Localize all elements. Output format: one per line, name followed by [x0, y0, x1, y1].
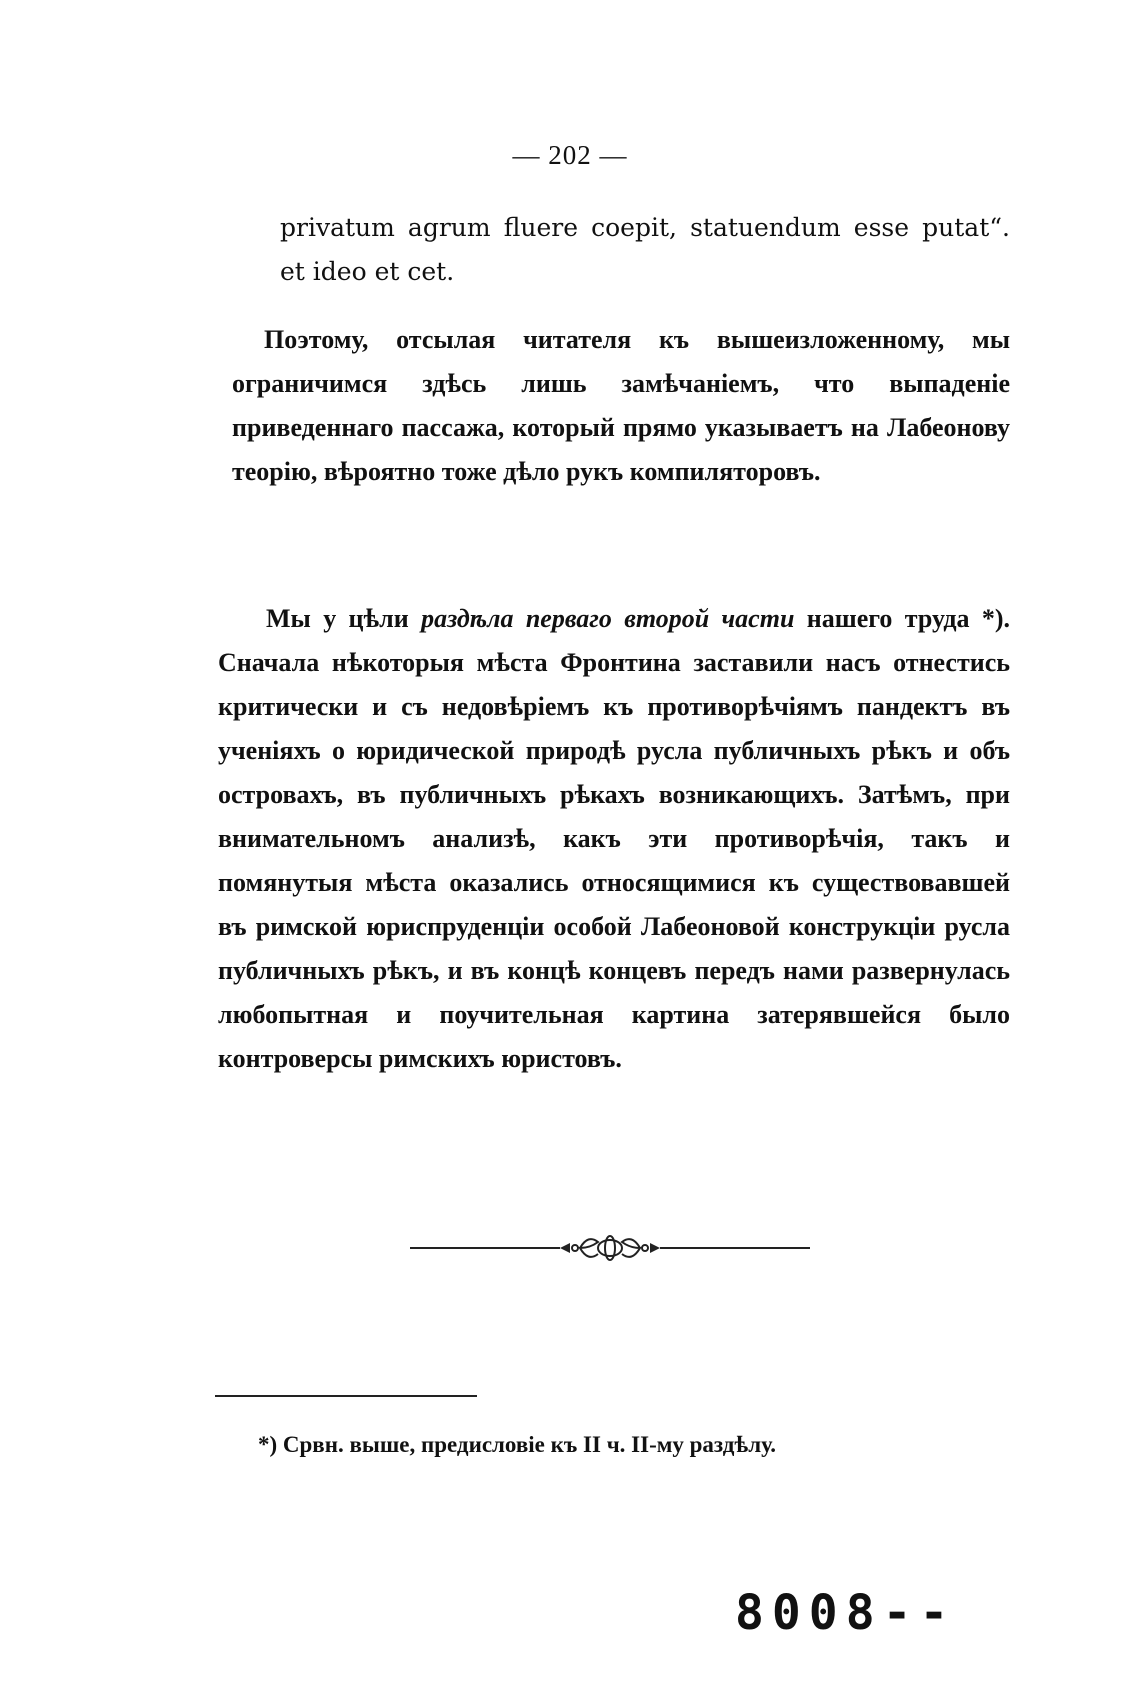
- ornament-divider-icon: [410, 1228, 810, 1268]
- summary-paragraph: [218, 597, 1010, 1081]
- footnote-separator: [215, 1395, 477, 1397]
- archive-stamp: 8008--: [735, 1585, 957, 1641]
- intro-paragraph: Поэтому, отсылая читателя къ вышеизложенному, мы ограничимся здѣсь лишь замѣчаніемъ, что выпаденіе приведеннаго пассажа, который прямо указываетъ на Лабеонову теорію, вѣроятно тоже дѣло рукъ компиляторовъ.: [232, 325, 1010, 486]
- summary-lead: Мы у цѣли: [266, 604, 422, 633]
- latin-quote-paragraph: privatum agrum fluere coepit, statuendum esse putat“. et ideo et cet.: [280, 213, 1010, 286]
- summary-emphasis: раздѣла перваго второй части: [421, 604, 795, 633]
- footnote: *) Срвн. выше, предисловіе къ II ч. II-му раздѣлу.: [258, 1432, 777, 1457]
- page-number: — 202 —: [512, 140, 628, 170]
- summary-rest: нашего труда *). Сначала нѣкоторыя мѣста Фронтина заставили насъ отнестись критически и съ недовѣріемъ къ противорѣчіямъ пандектъ въ ученіяхъ о юридической природѣ русла публичныхъ рѣкъ и объ островахъ, въ публичныхъ рѣкахъ возникающихъ. Затѣмъ, при внимательномъ анализѣ, какъ эти противорѣчія, такъ и помянутыя мѣста оказались относящимися къ существовавшей въ римской юриспруденціи особой Лабеоновой конструкціи русла публичныхъ рѣкъ, и въ концѣ концевъ передъ нами развернулась любопытная и поучительная картина затерявшейся было контроверсы римскихъ юристовъ.: [218, 604, 1010, 1073]
